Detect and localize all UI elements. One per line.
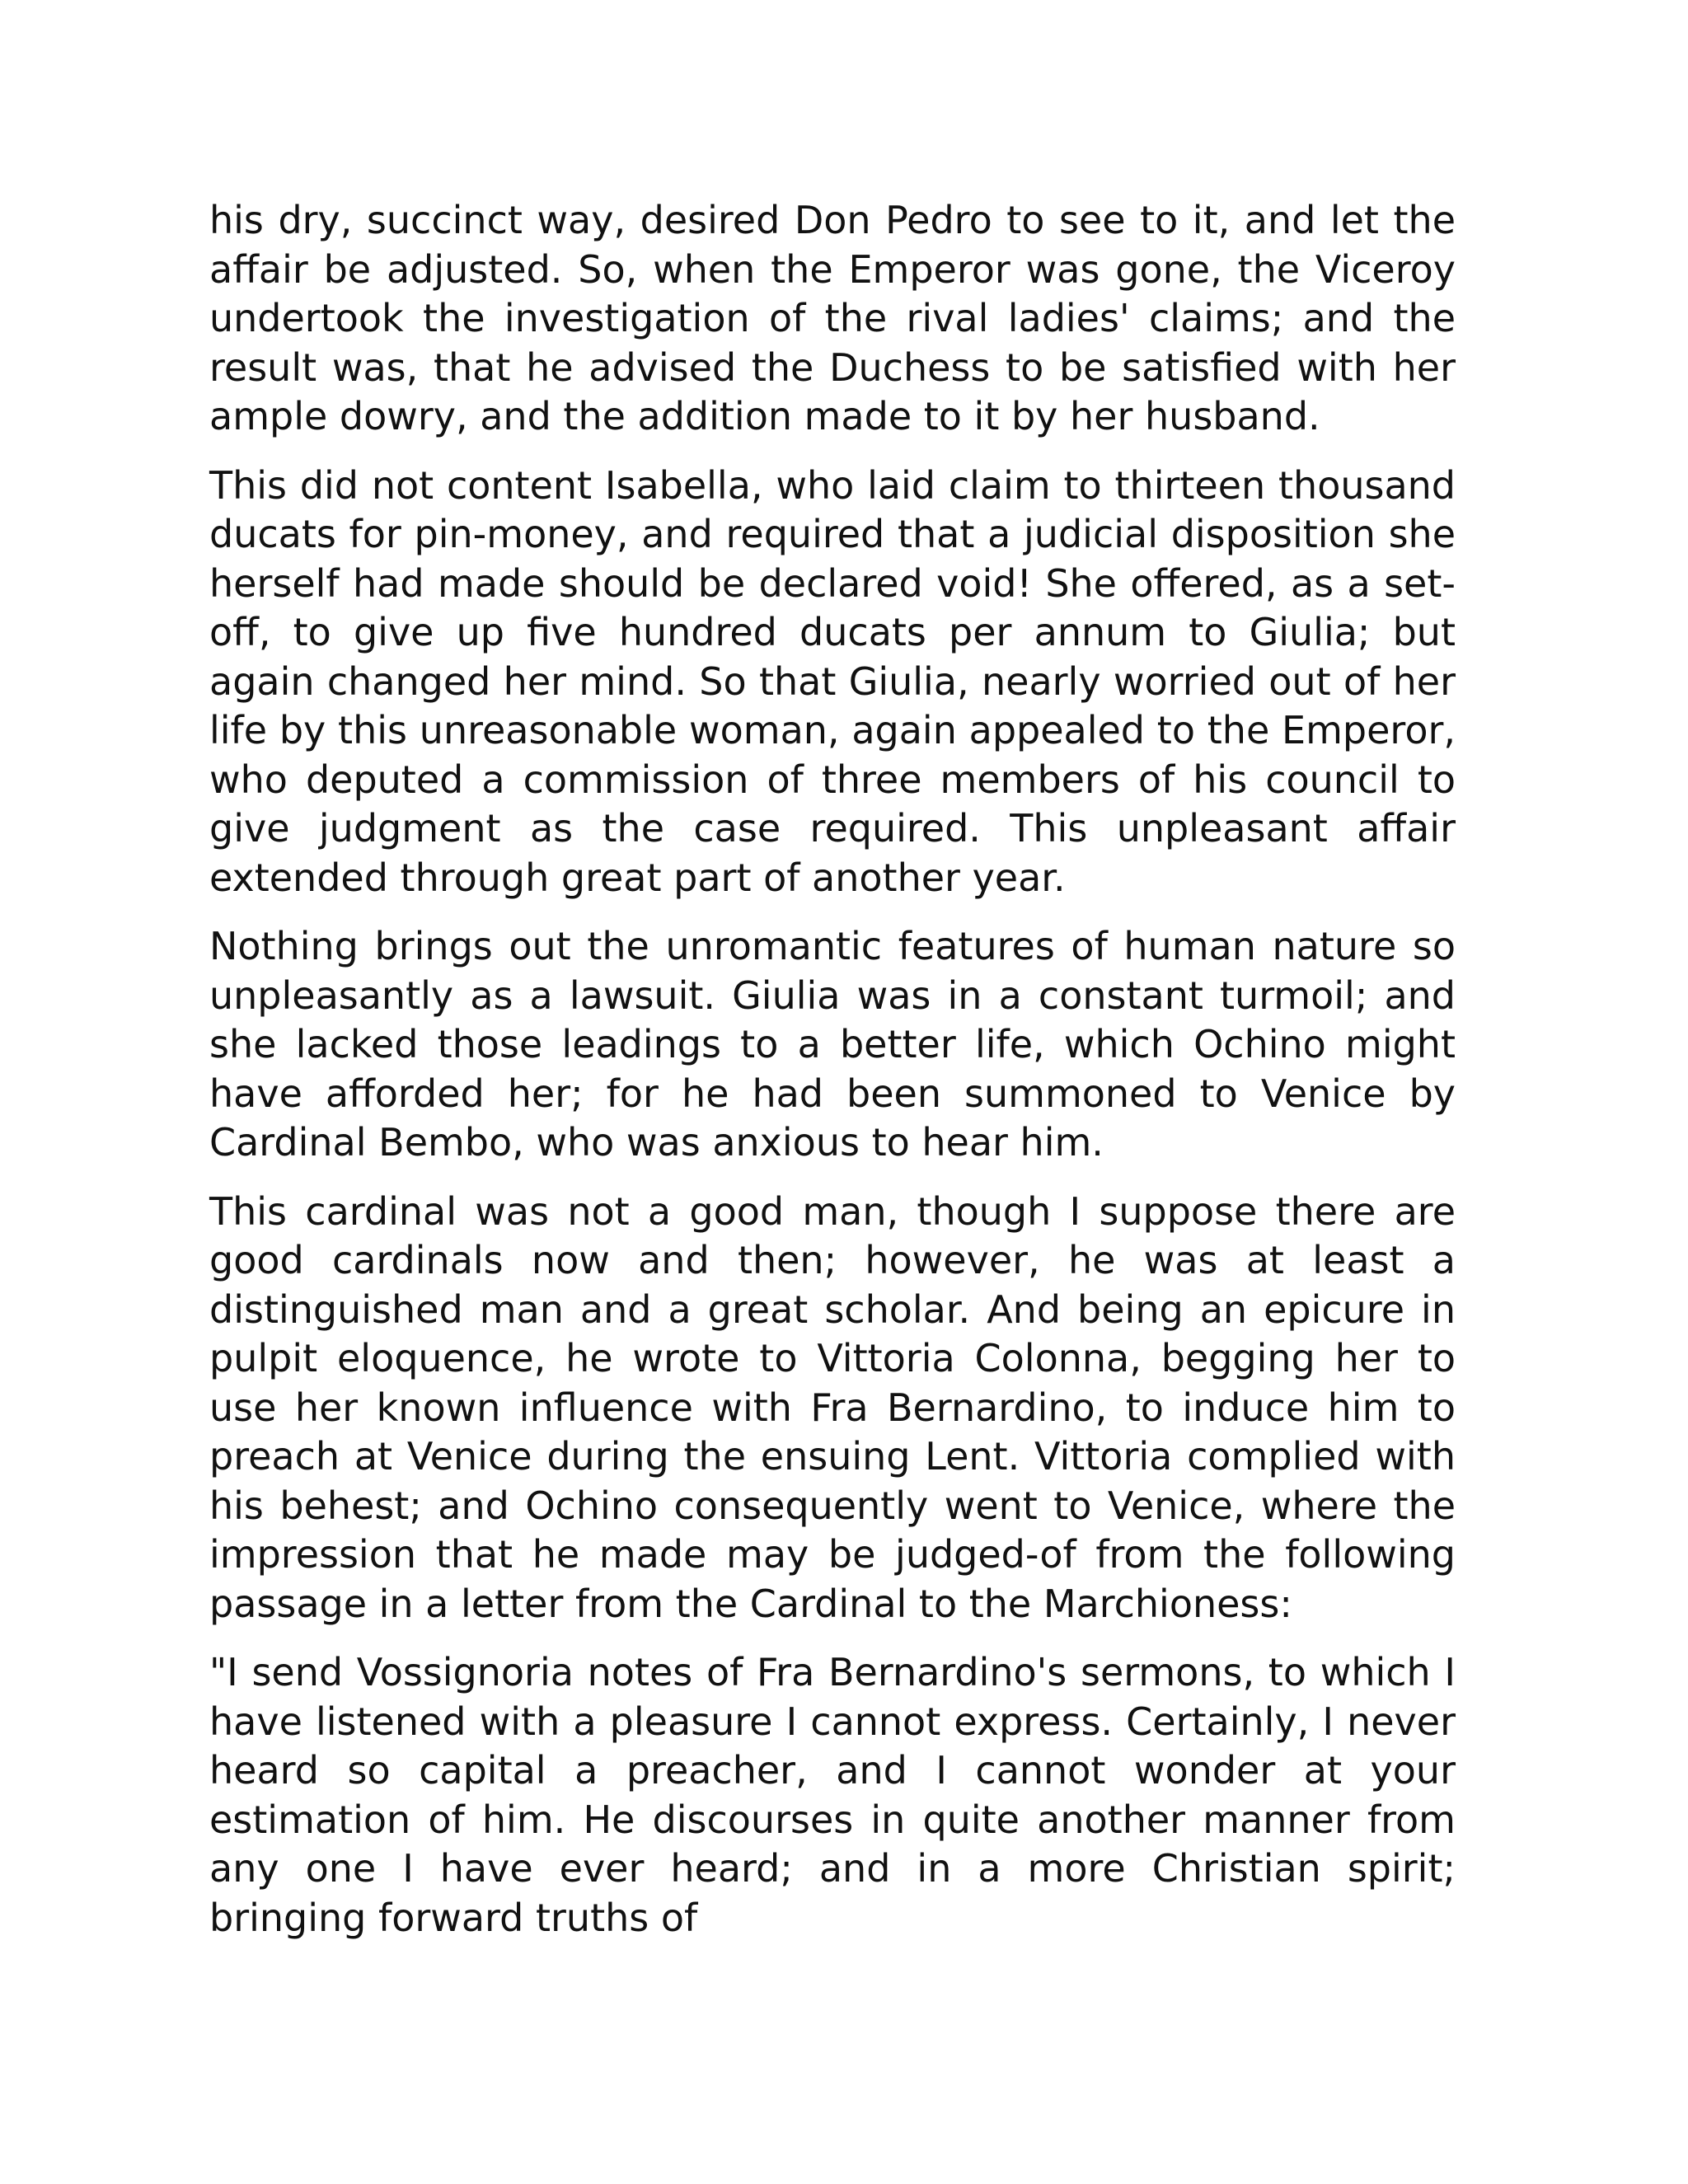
paragraph-4: This cardinal was not a good man, though I suppose there are good cardinals now and then; however, he was at least a distinguished man and a great scholar. And being an epicure in pulpit eloquence, he wrote to Vittoria Colonna, begging her to use her known influence with Fra Bernardino, to induce him to preach at Venice during the ensuing Lent. Vittoria complied with his behest; and Ochino consequently went to Venice, where the impression that he made may be judged-of from the following passage in a letter from the Cardinal to the Marchioness: bbox=[209, 1188, 1456, 1626]
paragraph-1: his dry, succinct way, desired Don Pedro to see to it, and let the affair be adjusted. So, when the Emperor was gone, the Viceroy undertook the investigation of the rival ladies' claims; and the result was, that he advised the Duchess to be satisfied with her ample dowry, and the addition made to it by her husband. bbox=[209, 198, 1456, 438]
paragraph-5: "I send Vossignoria notes of Fra Bernardino's sermons, to which I have listened with a pleasure I cannot express. Certainly, I never heard so capital a preacher, and I cannot wonder at your estimation of him. He discourses in quite another manner from any one I have ever heard; and in a more Christian spirit; bringing forward truths of bbox=[209, 1650, 1456, 1940]
paragraph-2: This did not content Isabella, who laid claim to thirteen thousand ducats for pin-money, and required that a judicial disposition she herself had made should be declared void! She offered, as a set-off, to give up five hundred ducats per annum to Giulia; but again changed her mind. So that Giulia, nearly worried out of her life by this unreasonable woman, again appealed to the Emperor, who deputed a commission of three members of his council to give judgment as the case required. This unpleasant affair extended through great part of another year. bbox=[209, 462, 1456, 900]
paragraph-3: Nothing brings out the unromantic features of human nature so unpleasantly as a lawsuit. Giulia was in a constant turmoil; and she lacked those leadings to a better life, which Ochino might have afforded her; for he had been summoned to Venice by Cardinal Bembo, who was anxious to hear him. bbox=[209, 924, 1456, 1165]
page-body bbox=[209, 196, 1456, 1962]
